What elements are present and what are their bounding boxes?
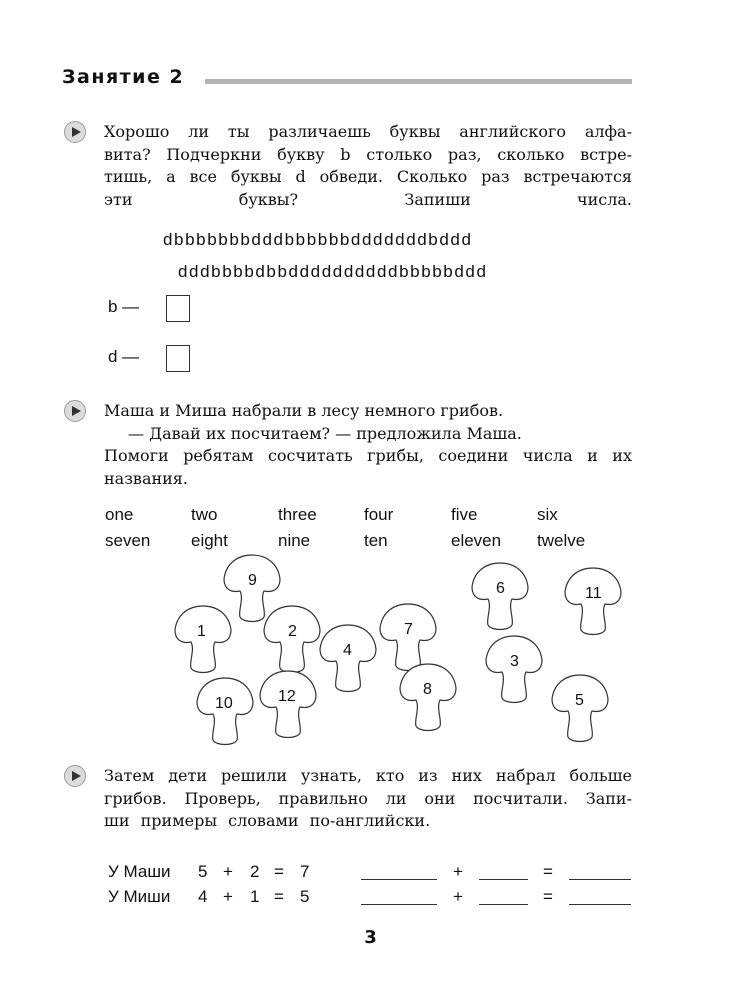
letter-row-1: dbbbbbbbdddbbbbbbdddddddbddd xyxy=(163,230,473,249)
row2-eq: = xyxy=(274,887,284,906)
lesson-title: Занятие 2 xyxy=(62,66,185,88)
row2-blank-eq: = xyxy=(543,887,553,906)
task3-text xyxy=(104,765,632,833)
mushroom-number: 9 xyxy=(248,572,257,589)
word-eight: eight xyxy=(191,531,228,550)
row1-a: 5 xyxy=(198,862,208,881)
word-four: four xyxy=(364,505,394,524)
task3-line: ши примеры словами по-английски. xyxy=(104,811,431,830)
task1-line: вита? Подчеркни букву b столько раз, сколько встре- xyxy=(104,144,632,164)
row1-blank-3[interactable] xyxy=(569,879,631,880)
mushroom-number: 12 xyxy=(278,688,296,705)
task3-line: Затем дети решили узнать, кто из них набрал больше xyxy=(104,766,632,785)
answer-b-label: b — xyxy=(108,297,140,316)
mushroom[interactable] xyxy=(565,568,621,635)
row2-b: 1 xyxy=(250,887,260,906)
row2-blank-2[interactable] xyxy=(479,904,528,905)
mushroom[interactable] xyxy=(380,604,436,671)
mushroom-number: 11 xyxy=(585,585,602,602)
row2-blank-1[interactable] xyxy=(361,904,437,905)
row2-result: 5 xyxy=(300,887,310,906)
row1-op: + xyxy=(223,862,233,881)
task1-line: тишь, а все буквы d обведи. Сколько раз встречаются xyxy=(104,167,632,186)
mushroom[interactable] xyxy=(175,606,231,673)
row1-blank-1[interactable] xyxy=(361,879,437,880)
row1-b: 2 xyxy=(250,862,260,881)
mushroom[interactable] xyxy=(224,555,280,622)
mushroom[interactable] xyxy=(264,606,320,673)
mushroom-number: 2 xyxy=(288,623,297,640)
row1-blank-plus: + xyxy=(453,862,463,881)
mushroom[interactable] xyxy=(552,675,608,742)
mushroom-number: 3 xyxy=(510,653,519,670)
mushroom[interactable] xyxy=(486,636,542,703)
task1-line: Хорошо ли ты различаешь буквы английского алфа- xyxy=(104,122,632,141)
task2-line: — Давай их посчитаем? — предложила Маша. xyxy=(128,423,522,443)
word-ten: ten xyxy=(364,531,388,550)
row1-blank-2[interactable] xyxy=(479,879,528,880)
task2-line: Помоги ребятам сосчитать грибы, соедини числа и их xyxy=(104,446,632,465)
mushroom-number: 8 xyxy=(423,681,432,698)
task3-line: грибов. Проверь, правильно ли они посчитали. Запи- xyxy=(104,788,632,808)
row1-blank-eq: = xyxy=(543,862,553,881)
row2-blank-3[interactable] xyxy=(569,904,631,905)
mushroom-number: 6 xyxy=(496,580,505,597)
word-two: two xyxy=(191,505,218,524)
mushroom[interactable] xyxy=(400,664,456,731)
mushroom-number: 5 xyxy=(575,692,584,709)
task2-line: Маша и Миша набрали в лесу немного грибов. xyxy=(104,401,504,420)
word-twelve: twelve xyxy=(537,531,586,550)
row2-blank-plus: + xyxy=(453,887,463,906)
word-one: one xyxy=(105,505,134,524)
row2-a: 4 xyxy=(198,887,208,906)
mushroom-number: 4 xyxy=(343,642,352,659)
word-three: three xyxy=(278,505,317,524)
mushroom[interactable] xyxy=(320,625,376,692)
word-seven: seven xyxy=(105,531,151,550)
task2-line: названия. xyxy=(104,468,188,488)
row1-result: 7 xyxy=(300,862,310,881)
page-number: 3 xyxy=(364,927,377,948)
mushroom-number: 7 xyxy=(404,621,413,638)
play-icon[interactable] xyxy=(64,765,86,787)
row1-name: У Маши xyxy=(108,862,171,881)
mushroom[interactable] xyxy=(472,563,528,630)
row2-op: + xyxy=(223,887,233,906)
word-five: five xyxy=(451,505,478,524)
word-six: six xyxy=(537,505,558,524)
word-nine: nine xyxy=(278,531,311,550)
mushroom-number: 1 xyxy=(197,623,206,640)
mushroom[interactable] xyxy=(260,671,316,738)
row2-name: У Миши xyxy=(108,887,171,906)
row1-eq: = xyxy=(274,862,284,881)
mushroom-number: 10 xyxy=(215,695,233,712)
task1-line: эти буквы? Запиши числа. xyxy=(104,189,632,209)
word-eleven: eleven xyxy=(451,531,502,550)
answer-d-label: d — xyxy=(108,347,140,366)
mushroom[interactable] xyxy=(197,678,253,745)
letter-row-2: dddbbbbdbbddddddddddbbbbbddd xyxy=(178,262,488,281)
